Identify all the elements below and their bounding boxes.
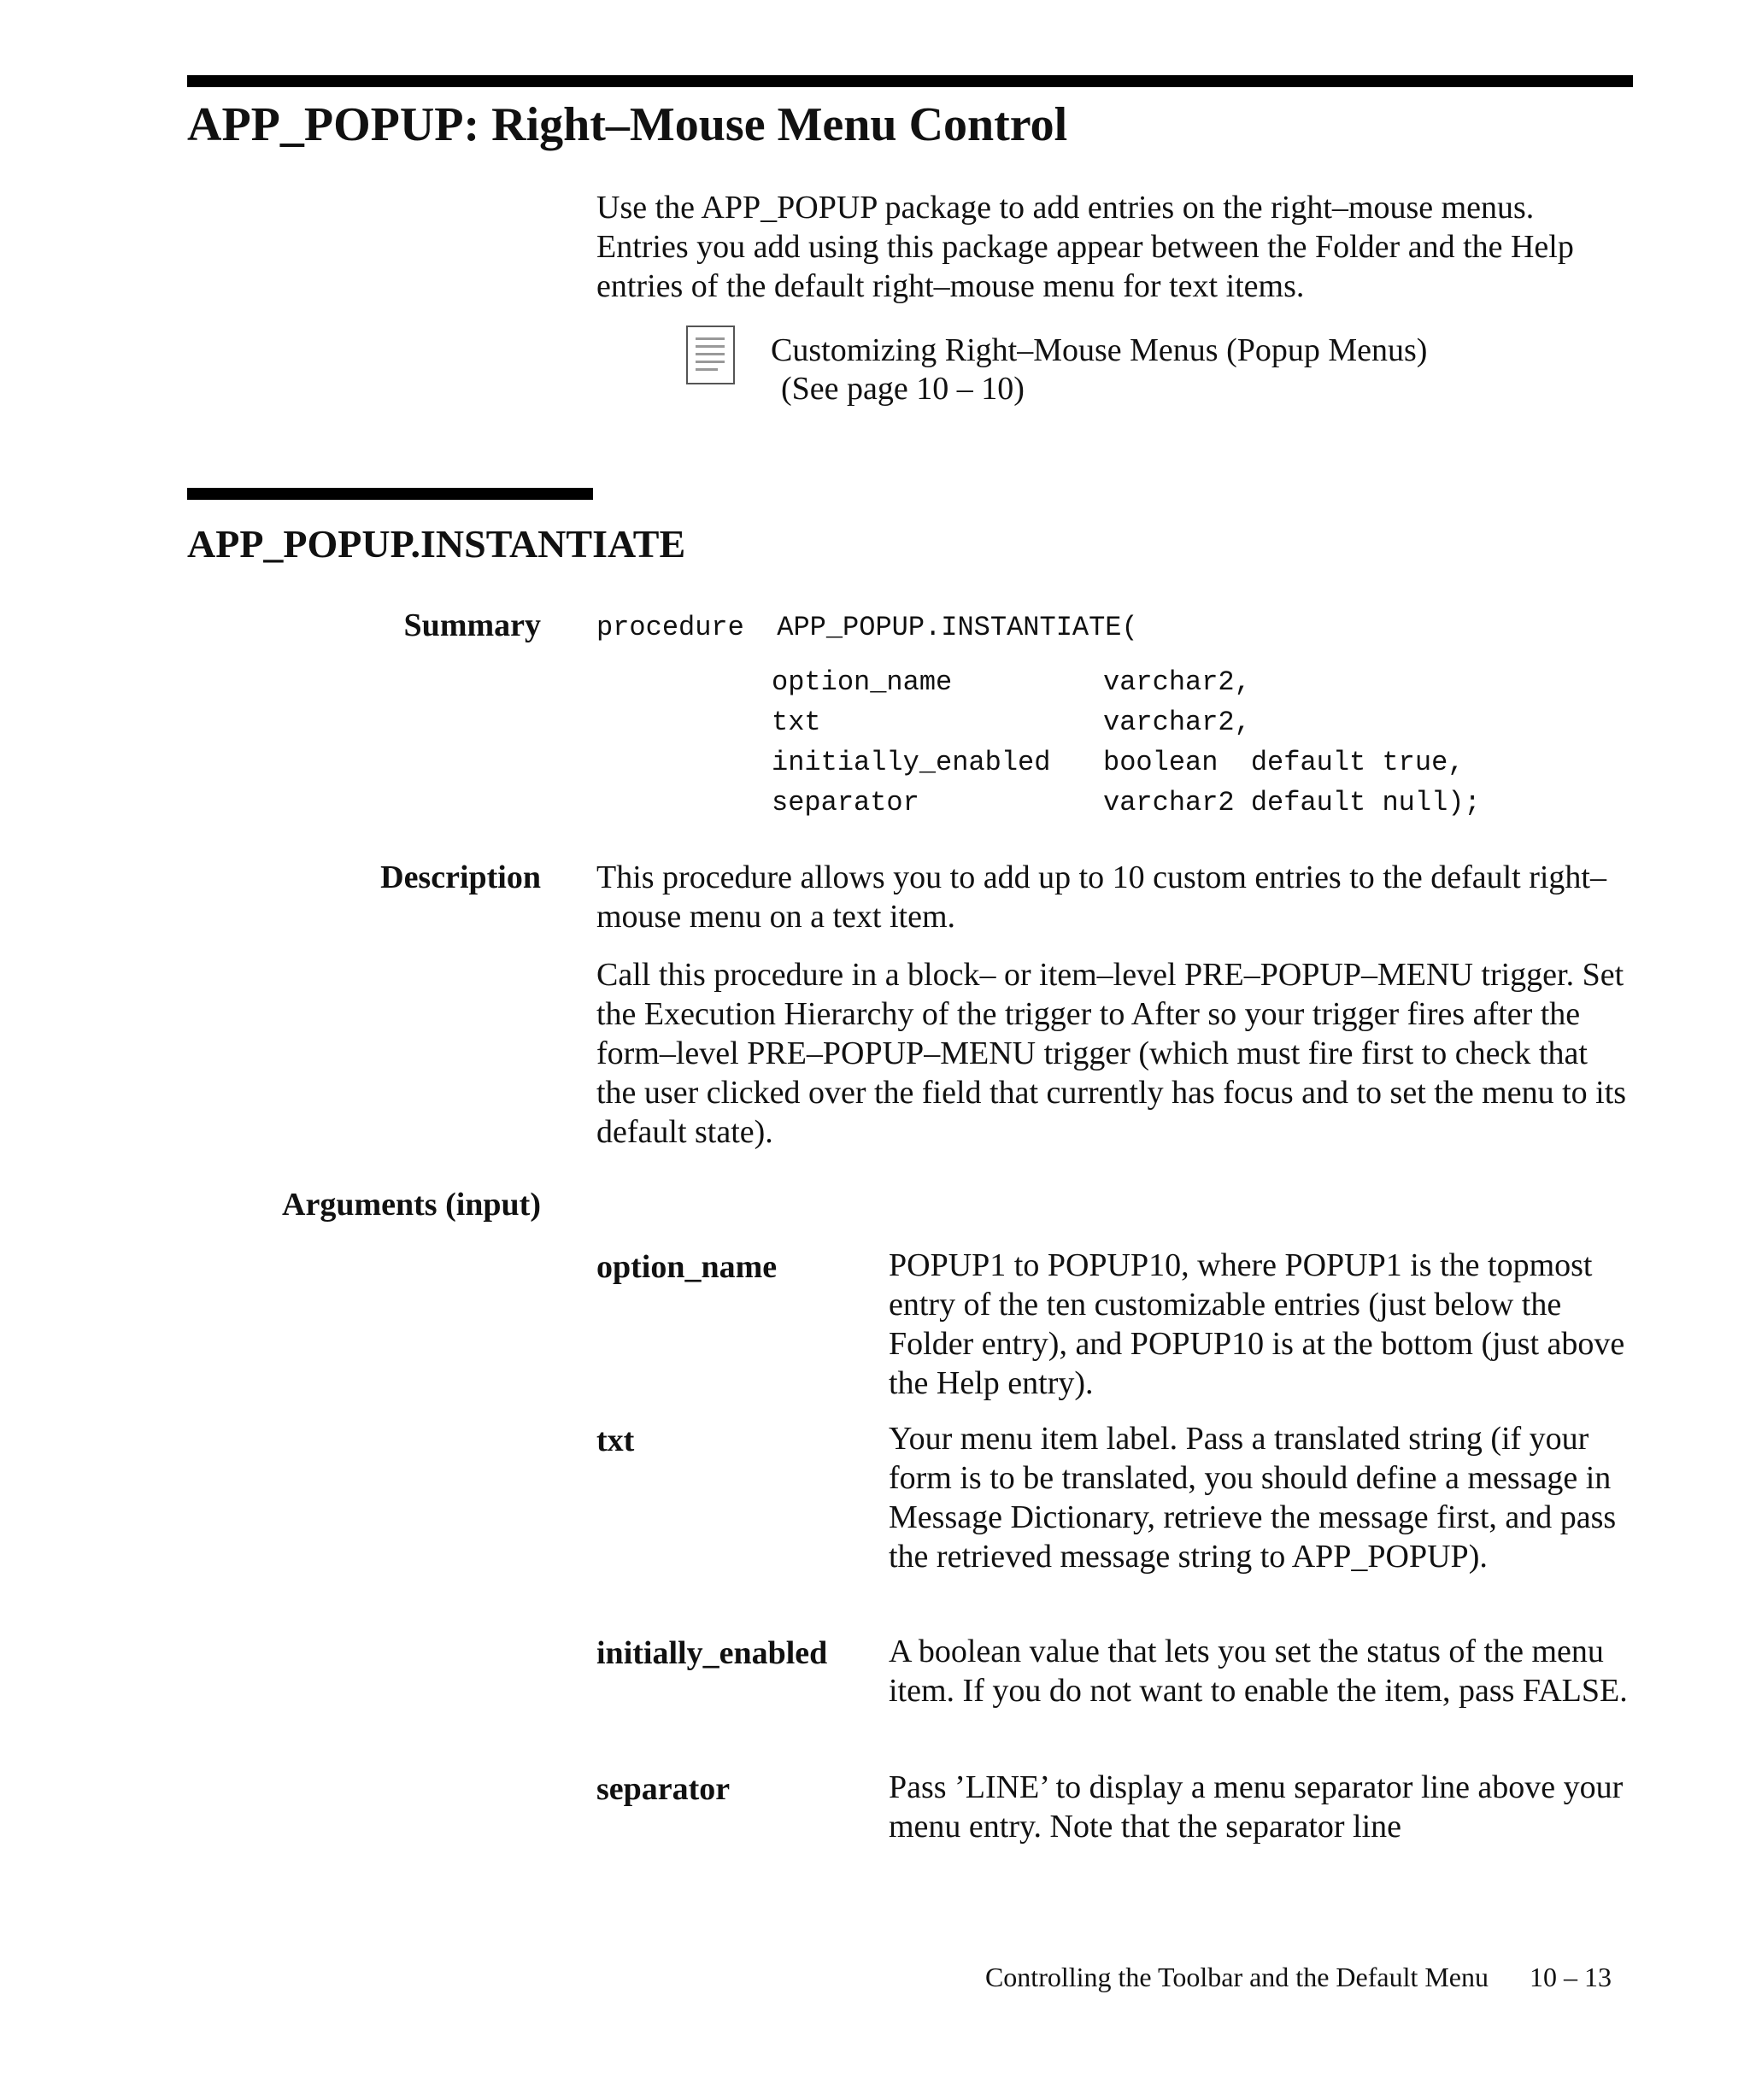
param-type-2: varchar2, — [1103, 707, 1251, 738]
description-paragraph-1: This procedure allows you to add up to 10 custom entries to the default right–mouse menu on a text item. — [596, 859, 1606, 935]
description-paragraph-2: Call this procedure in a block– or item–level PRE–POPUP–MENU trigger. Set the Execution Hierarchy of the trigger to After so your trigger fires after the form–level PRE–POPUP–MENU trigger (which must fire first to check that the user clicked over the field that currently has focus and to set the menu to its default state). — [596, 957, 1627, 1150]
argument-name-txt: txt — [596, 1422, 635, 1458]
intro-paragraph: Use the APP_POPUP package to add entries on the right–mouse menus. Entries you add using this package appear between the Folder and the Help entries of the default right–mouse menu for text items. — [596, 190, 1574, 304]
section-rule — [187, 488, 593, 500]
argument-name-initially-enabled: initially_enabled — [596, 1635, 828, 1671]
document-icon[interactable] — [686, 326, 735, 384]
argument-name-separator: separator — [596, 1771, 731, 1807]
param-name-4: separator — [772, 787, 919, 818]
param-name-1: option_name — [772, 666, 953, 698]
cross-reference-title[interactable]: Customizing Right–Mouse Menus (Popup Menus) — [771, 332, 1428, 368]
footer-page-number: 10 – 13 — [1530, 1962, 1612, 1992]
section-heading: APP_POPUP.INSTANTIATE — [187, 522, 686, 566]
param-name-2: txt — [772, 707, 821, 738]
argument-desc-separator: Pass ’LINE’ to display a menu separator line above your menu entry. Note that the separator line — [889, 1769, 1624, 1845]
argument-name-option-name: option_name — [596, 1249, 778, 1285]
argument-desc-txt: Your menu item label. Pass a translated string (if your form is to be translated, you should define a message in Message Dictionary, retrieve the message first, and pass the retrieved message string to APP_POPUP). — [889, 1421, 1617, 1575]
page-title: APP_POPUP: Right–Mouse Menu Control — [187, 98, 1068, 151]
argument-desc-initially-enabled: A boolean value that lets you set the status of the menu item. If you do not want to enable the item, pass FALSE. — [889, 1634, 1628, 1709]
description-label: Description — [380, 859, 541, 895]
arguments-label: Arguments (input) — [282, 1187, 541, 1223]
procedure-signature: procedure APP_POPUP.INSTANTIATE( — [596, 612, 1138, 643]
param-type-1: varchar2, — [1103, 666, 1251, 698]
summary-label: Summary — [403, 607, 541, 643]
param-type-3: boolean default true, — [1103, 747, 1465, 778]
argument-desc-option-name: POPUP1 to POPUP10, where POPUP1 is the topmost entry of the ten customizable entries (just below the Folder entry), and POPUP10 is at the bottom (just above the Help entry). — [889, 1247, 1625, 1401]
cross-reference-link[interactable] — [771, 331, 1427, 408]
param-name-3: initially_enabled — [772, 747, 1051, 778]
param-type-4: varchar2 default null); — [1103, 787, 1481, 818]
top-rule — [187, 75, 1633, 87]
footer-chapter-title: Controlling the Toolbar and the Default Menu — [984, 1962, 1489, 1992]
page-footer — [985, 1960, 1612, 1994]
cross-reference-page[interactable]: (See page 10 – 10) — [781, 371, 1025, 407]
